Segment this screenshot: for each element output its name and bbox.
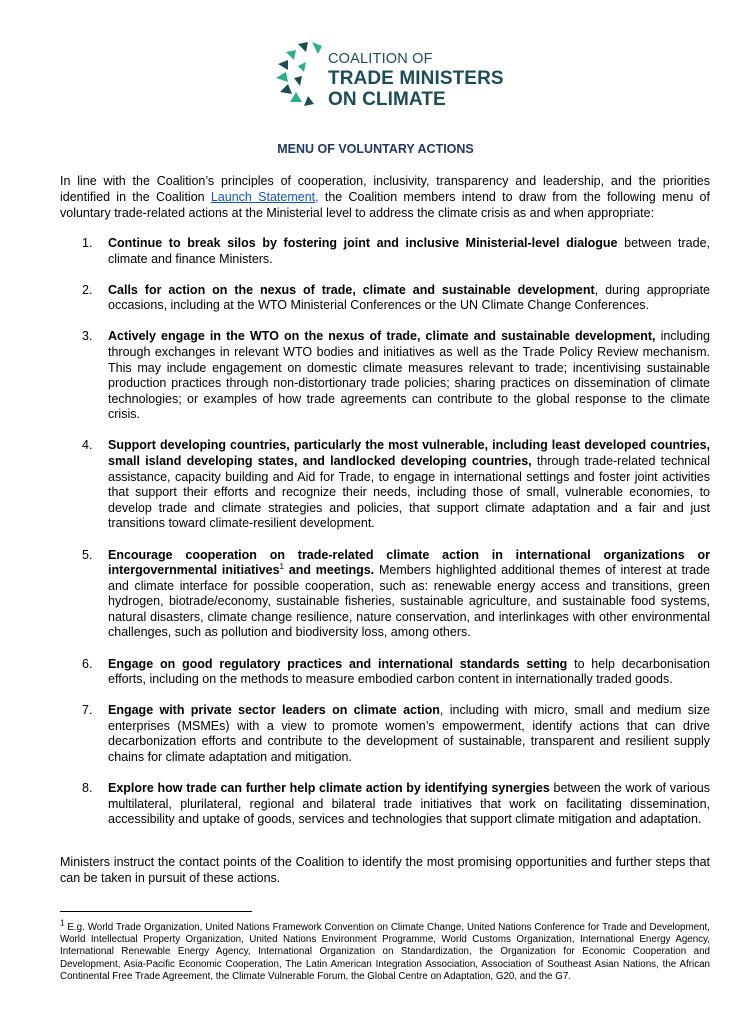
item-heading: Calls for action on the nexus of trade, climate and sustainable development [108,282,595,297]
item-heading: Explore how trade can further help climate action by identifying synergies [108,781,550,796]
footnote-divider [60,911,252,912]
item-text: through trade-related technical assistance, capacity building and Aid for Trade, to engage in international settings and foster joint activities that support their efforts and recognize their needs, including those of small, vulnerable economies, to develop trade and climate strategies and policies, that support climate adaptation and a fair and just transitions toward climate-resilient development. [108,454,710,531]
item-text: including through exchanges in relevant WTO bodies and initiatives as well as the Trade Policy Review mechanism. This may include engagement on domestic climate measures relevant to trade; incentivising sustainable production practices through non-distortionary trade policies; sharing practices on dissemination of climate technologies; or examples of how trade agreements can contribute to the global response to the climate crisis. [108,329,710,422]
item-text: , including with micro, small and medium size enterprises (MSMEs) with a view to promote women’s empowerment, identify actions that can drive decarbonization efforts and contribute to the development of sustainable, transparent and resilient supply chains for climate adaptation and mitigation. [108,703,710,765]
list-item [60,781,710,828]
list-item [60,438,710,532]
list-item [60,548,710,642]
item-text: , during appropriate occasions, including at the WTO Ministerial Conferences or the UN Climate Change Conferences. [108,282,710,313]
item-heading: Continue to break silos by fostering joint and inclusive Ministerial-level dialogue [108,236,618,250]
footnote-ref[interactable]: 1 [279,561,284,571]
actions-list [60,236,710,843]
item-number: 1. [82,236,93,250]
item-number: 4. [82,438,93,453]
logo-line-2: TRADE MINISTERS [328,67,504,89]
item-number: 6. [82,656,93,671]
logo-wordmark [328,52,504,109]
page-title: MENU OF VOLUNTARY ACTIONS [277,142,474,156]
intro-text-after: the Coalition members intend to draw from the following menu of voluntary trade-related actions at the Ministerial level to address the climate crisis as and when appropriate: [60,190,710,220]
list-item [60,283,710,314]
item-heading-cont: and meetings. [283,563,375,578]
item-text: between trade, climate and finance Ministers. [108,236,710,266]
item-number: 3. [82,329,93,344]
launch-statement-link[interactable]: Launch Statement, [210,190,319,204]
intro-text-before: In line with the Coalition’s principles of cooperation, inclusivity, transparency and leadership, and the priorities identified in the Coalition [60,174,710,204]
item-number: 5. [82,547,93,562]
list-item [60,329,710,423]
logo-line-1: COALITION OF [328,51,433,67]
item-number: 8. [82,781,93,796]
item-text: between the work of various multilateral, plurilateral, regional and bilateral trade initiatives that work on facilitating dissemination, accessibility and uptake of goods, services and technologies that support climate mitigation and adaptation. [108,781,710,827]
item-number: 7. [82,703,93,718]
item-text: to help decarbonisation efforts, including on the methods to measure embodied carbon content in internationally traded goods. [108,656,710,687]
item-text: Members highlighted additional themes of interest at trade and climate interface for possible cooperation, such as: renewable energy access and transitions, green hydrogen, biotrade/economy, sustainable fisheries, sustainable agriculture, and sustainable food systems, natural disasters, climate change resilience, nature conservation, and interlinkages with other environmental challenges, such as pollution and biodiversity loss, among others. [108,563,710,640]
item-heading: Encourage cooperation on trade-related climate action in international organizations or intergovernmental initiatives [108,547,710,578]
logo-line-3: ON CLIMATE [328,88,446,110]
item-heading: Engage with private sector leaders on climate action [108,703,440,718]
list-item [60,236,710,267]
footnote-mark: 1 [60,918,65,928]
item-heading: Actively engage in the WTO on the nexus of trade, climate and sustainable development, [108,329,656,344]
footnote-text: E.g. World Trade Organization, United Nations Framework Convention on Climate Change, United Nations Conference for Trade and Development, World Intellectual Property Organization, United Nations Environment Programme, World Customs Organization, International Energy Agency, International Renewable Energy Agency, International Organization on Standardization, the Organization for Economic Cooperation and Development, Asia-Pacific Economic Cooperation, The Latin American Integration Association, Association of Southeast Asian Nations, the African Continental Free Trade Agreement, the Climate Vulnerable Forum, the Global Centre on Adaptation, G20, and the G7. [60,922,710,982]
laurel-emblem-icon [272,36,328,112]
coalition-logo [272,36,522,112]
item-heading: Support developing countries, particularly the most vulnerable, including least developed countries, small island developing states, and landlocked developing countries, [108,438,710,469]
closing-paragraph: Ministers instruct the contact points of the Coalition to identify the most promising opportunities and further steps that can be taken in pursuit of these actions. [60,855,710,885]
intro-paragraph [60,173,710,221]
item-number: 2. [82,282,93,297]
footnote [60,918,710,983]
item-heading: Engage on good regulatory practices and international standards setting [108,656,568,671]
list-item [60,657,710,688]
list-item [60,703,710,765]
